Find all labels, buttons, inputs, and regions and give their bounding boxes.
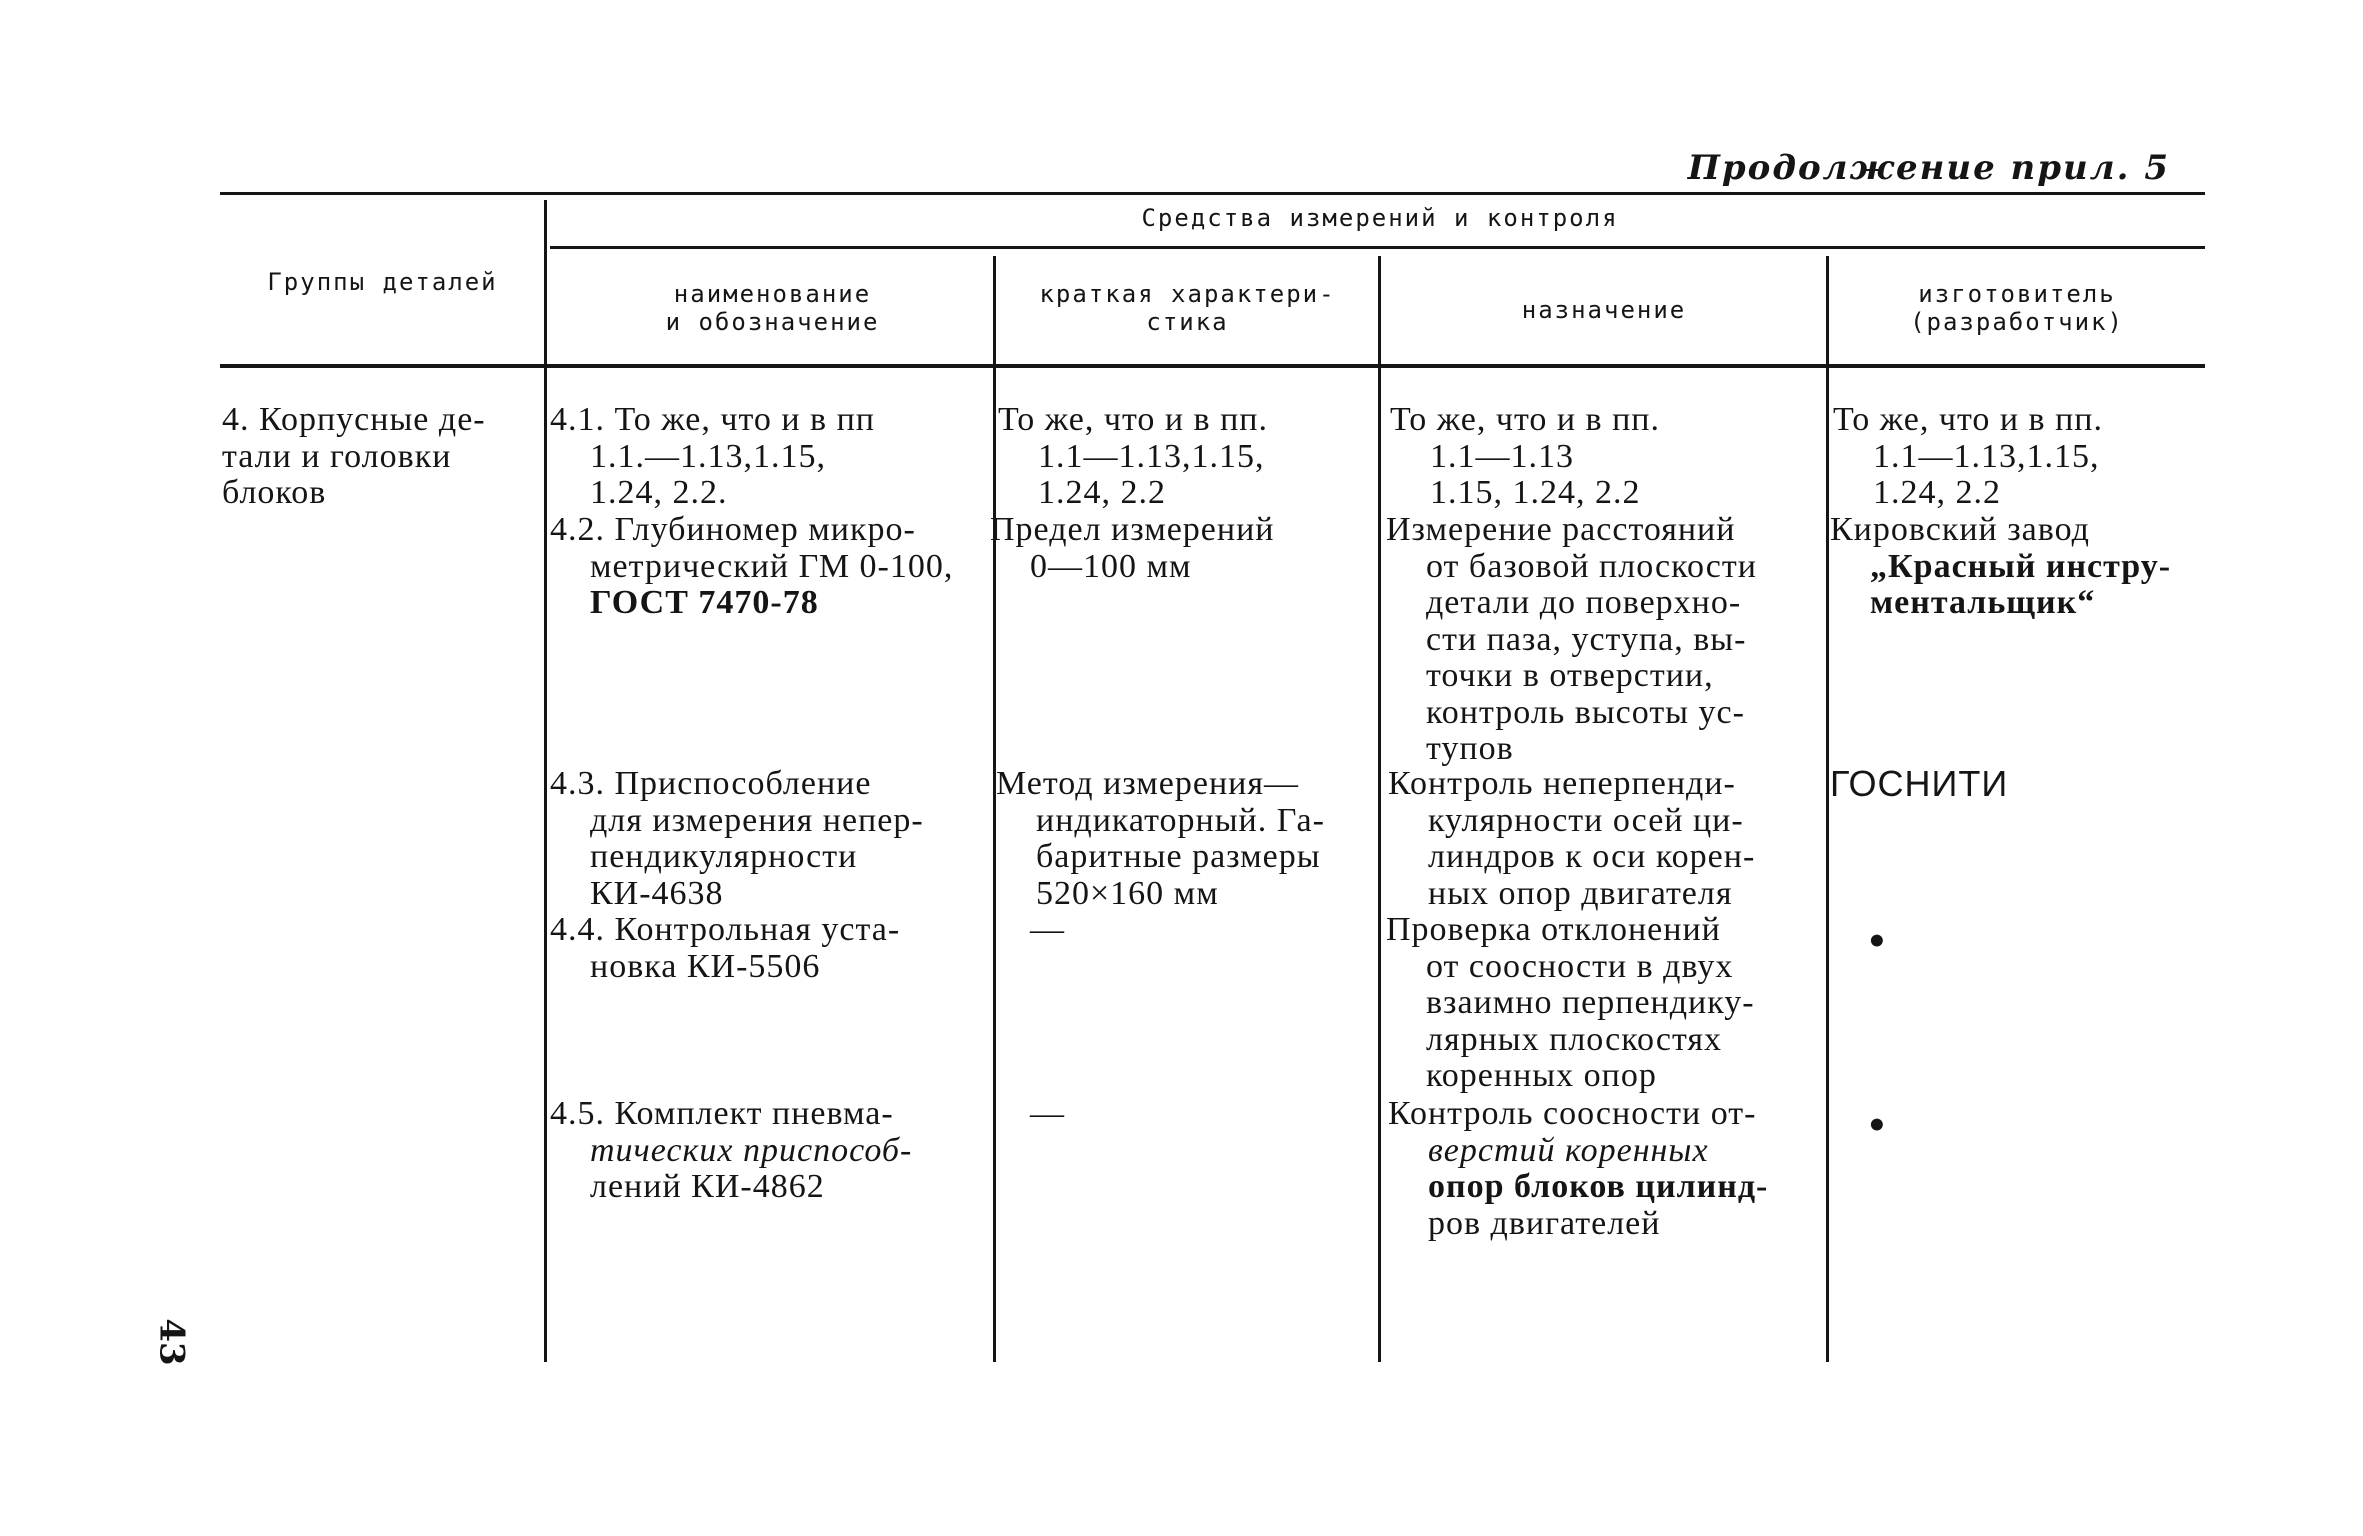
row1-maker-l2: [1833, 439, 2205, 476]
header-means: Средства измерений и контроля: [1141, 204, 1619, 232]
row1-purpose-l1: То же, что и в пп.: [1390, 401, 1660, 438]
header-name-line1: наименование: [673, 280, 872, 308]
row2-name: [550, 512, 986, 622]
row3-purpose-l2: кулярности осей ци-: [1428, 801, 1744, 839]
row1-name-l1: 4.1. То же, что и в пп: [550, 401, 875, 438]
row3-char: [996, 766, 1370, 912]
row2-purpose-l4: сти паза, уступа, вы-: [1426, 620, 1747, 658]
row2-name-l3: ГОСТ 7470-78: [590, 584, 819, 621]
row4-purpose-l1: Проверка отклонений: [1386, 911, 1721, 948]
row3-name: [550, 766, 986, 912]
row1-name-l3: 1.24, 2.2.: [590, 474, 728, 511]
row4-purpose-l2: от соосности в двух: [1426, 947, 1734, 985]
row1-char-l2b: 1.15,: [1191, 437, 1265, 475]
row1-char: [998, 402, 1370, 512]
row4-name: [550, 912, 986, 985]
row5-maker-ditto-mark: •: [1866, 1106, 1888, 1146]
row4-purpose-l4: лярных плоскостях: [1426, 1020, 1723, 1058]
header-purpose: назначение: [1521, 296, 1687, 324]
col-divider-4: [1826, 256, 1829, 1362]
row3-purpose-l4: ных опор двигателя: [1428, 874, 1733, 912]
row2-maker: [1830, 512, 2202, 622]
row1-name: [550, 402, 986, 512]
group-line2: тали и головки: [222, 437, 452, 475]
row4-purpose: [1386, 912, 1820, 1095]
row2-purpose-l3: детали до поверхно-: [1426, 584, 1742, 621]
continuation-title: Продолжение прил. 5: [1687, 148, 2170, 188]
row2-name-l1: 4.2. Глубиномер микро-: [550, 511, 916, 548]
row3-name-l4: КИ-4638: [590, 874, 724, 912]
col-divider-1: [544, 200, 547, 1362]
row1-purpose-l2: 1.1—1.13: [1430, 437, 1574, 475]
row2-purpose-l1: Измерение расстояний: [1386, 511, 1736, 548]
row3-name-l3: пендикулярности: [590, 838, 858, 875]
row2-char-l1: Предел измерений: [990, 511, 1275, 548]
row4-purpose-l3: взаимно перпендику-: [1426, 984, 1755, 1021]
row1-char-l1: То же, что и в пп.: [998, 401, 1268, 438]
header-characteristic: [1000, 280, 1375, 336]
row1-name-l2b: 1.15,: [753, 437, 826, 475]
header-char-line2: стика: [1146, 308, 1229, 336]
row2-char-l2: 0—100 мм: [1030, 547, 1192, 585]
header-mid-rule: [550, 246, 2205, 249]
row4-purpose-l5: коренных опор: [1426, 1057, 1657, 1094]
row3-char-l1: Метод измерения—: [996, 765, 1299, 802]
row5-purpose-l2: верстий коренных: [1428, 1131, 1709, 1169]
row4-name-l1: 4.4. Контрольная уста-: [550, 911, 901, 948]
row2-purpose-l5: точки в отверстии,: [1426, 657, 1714, 694]
row4-name-l2: новка КИ-5506: [590, 947, 821, 985]
table-top-rule: [220, 192, 2205, 195]
row5-char: [1030, 1096, 1330, 1133]
row1-char-l3: 1.24, 2.2: [1038, 474, 1166, 511]
row1-name-l2a: 1.1.—1.13,: [590, 437, 753, 475]
page-number: 43: [151, 1318, 192, 1366]
header-groups: Группы деталей: [267, 268, 498, 296]
row3-char-l3: баритные размеры: [1036, 838, 1321, 875]
header-maker-line1: изготовитель: [1918, 280, 2116, 308]
row5-name-l1: 4.5. Комплект пневма-: [550, 1095, 894, 1132]
header-bottom-rule: [220, 364, 2205, 368]
group-cell: [222, 402, 542, 512]
row2-maker-l1: Кировский завод: [1830, 511, 2090, 548]
row4-char: [1030, 912, 1330, 949]
row5-purpose-l1: Контроль соосности от-: [1388, 1095, 1757, 1132]
row3-maker: [1830, 763, 2202, 804]
row5-purpose-l3: опор блоков цилинд-: [1428, 1168, 1769, 1205]
row1-maker-l2b: 1.15,: [2026, 437, 2100, 475]
row5-char-dash: —: [1030, 1095, 1065, 1132]
row1-maker: [1833, 402, 2205, 512]
row2-name-l2: метрический ГМ 0-100,: [590, 547, 954, 585]
row4-char-dash: —: [1030, 911, 1065, 948]
row5-purpose: [1388, 1096, 1820, 1242]
row2-char: [990, 512, 1370, 585]
group-line1: 4. Корпусные де-: [222, 401, 486, 438]
row1-name-l2: [550, 439, 986, 476]
row3-purpose-l3: линдров к оси корен-: [1428, 838, 1756, 875]
row5-name: [550, 1096, 986, 1206]
group-line3: блоков: [222, 474, 327, 511]
row4-maker-ditto-mark: •: [1866, 922, 1888, 962]
row1-maker-l2a: 1.1—1.13,: [1873, 437, 2027, 475]
row1-char-l2: [998, 439, 1370, 476]
row3-char-l4: 520×160 мм: [1036, 874, 1219, 912]
row3-purpose: [1388, 766, 1820, 912]
header-maker-line2: (разработчик): [1910, 308, 2124, 336]
row2-purpose-l7: тупов: [1426, 730, 1514, 767]
col-divider-3: [1378, 256, 1381, 1362]
row1-maker-l1: То же, что и в пп.: [1833, 401, 2103, 438]
row1-char-l2a: 1.1—1.13,: [1038, 437, 1192, 475]
row2-maker-l2: „Красный инстру-: [1870, 547, 2172, 585]
header-char-line1: краткая характери-: [1039, 280, 1336, 308]
row1-maker-l3: 1.24, 2.2: [1873, 474, 2001, 511]
row3-name-l2: для измерения непер-: [590, 801, 924, 839]
header-maker: [1832, 280, 2202, 336]
row5-name-l2: тических приспособ-: [590, 1131, 913, 1169]
row2-purpose-l6: контроль высоты ус-: [1426, 693, 1745, 731]
row5-purpose-l4: ров двигателей: [1428, 1204, 1661, 1242]
row3-char-l2: индикаторный. Га-: [1036, 801, 1325, 839]
row2-purpose-l2: от базовой плоскости: [1426, 547, 1757, 585]
row3-purpose-l1: Контроль неперпенди-: [1388, 765, 1736, 802]
row3-maker-l1: ГОСНИТИ: [1830, 763, 2009, 804]
header-name: [555, 280, 990, 336]
row1-purpose: [1390, 402, 1820, 512]
row2-maker-l3: ментальщик“: [1870, 584, 2096, 621]
row2-purpose: [1386, 512, 1820, 768]
row1-purpose-l3: 1.15, 1.24, 2.2: [1430, 474, 1641, 511]
row5-name-l3: лений КИ-4862: [590, 1168, 825, 1205]
header-name-line2: и обозначение: [665, 308, 880, 336]
row3-name-l1: 4.3. Приспособление: [550, 765, 872, 802]
